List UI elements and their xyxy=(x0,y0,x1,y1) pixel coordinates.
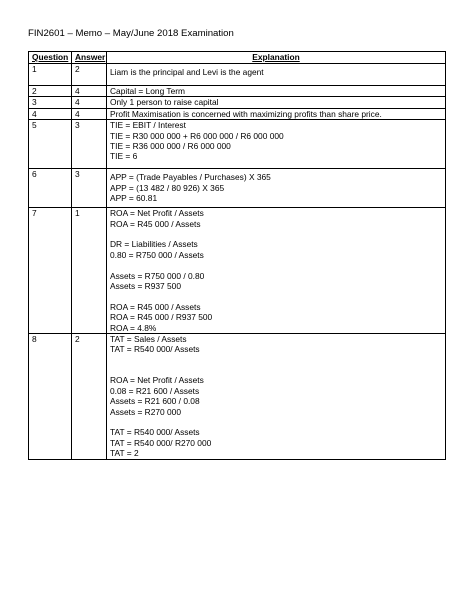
question-number-cell: 5 xyxy=(29,120,72,169)
question-number-cell: 1 xyxy=(29,64,72,86)
explanation-line: Assets = R270 000 xyxy=(110,406,181,417)
table-row xyxy=(29,97,446,108)
answer-cell: 3 xyxy=(72,169,107,208)
explanation-line xyxy=(110,355,442,365)
explanation-line: 0.08 = R21 600 / Assets xyxy=(110,385,200,396)
explanation-line: TAT = Sales / Assets xyxy=(110,333,187,344)
explanation-cell xyxy=(107,108,446,119)
explanation-cell xyxy=(107,169,446,208)
explanation-line: Assets = R21 600 / 0.08 xyxy=(110,396,200,407)
explanation-cell xyxy=(107,333,446,459)
explanation-line: TIE = R30 000 000 + R6 000 000 / R6 000 000 xyxy=(110,130,284,141)
explanation-line: TAT = R540 000/ Assets xyxy=(110,344,200,355)
explanation-line: APP = (13 482 / 80 926) X 365 xyxy=(110,182,225,193)
table-row xyxy=(29,120,446,169)
table-row xyxy=(29,333,446,459)
explanation-line xyxy=(110,260,442,270)
question-number-cell: 3 xyxy=(29,97,72,108)
explanation-line xyxy=(110,291,442,301)
explanation-cell xyxy=(107,120,446,169)
question-number-cell: 6 xyxy=(29,169,72,208)
explanation-line: Liam is the principal and Levi is the agent xyxy=(110,67,264,77)
table-body xyxy=(29,64,446,460)
question-number-cell: 2 xyxy=(29,86,72,97)
explanation-line: ROA = R45 000 / R937 500 xyxy=(110,312,213,323)
explanation-line: ROA = 4.8% xyxy=(110,322,157,333)
answer-column-header: Answer xyxy=(72,52,107,64)
question-number-cell: 7 xyxy=(29,208,72,334)
explanation-line xyxy=(110,417,442,427)
answer-cell: 1 xyxy=(72,208,107,334)
explanation-line xyxy=(110,365,442,375)
answer-cell: 3 xyxy=(72,120,107,169)
question-number-cell: 4 xyxy=(29,108,72,119)
table-row xyxy=(29,64,446,86)
explanation-line: ROA = Net Profit / Assets xyxy=(110,375,204,386)
table-header-row xyxy=(29,52,446,64)
explanation-line: ROA = Net Profit / Assets xyxy=(110,208,204,219)
explanation-line: Profit Maximisation is concerned with maximizing profits than share price. xyxy=(110,108,382,119)
explanation-line: Assets = R937 500 xyxy=(110,280,181,291)
explanation-line: Capital = Long Term xyxy=(110,86,186,96)
explanation-cell xyxy=(107,97,446,108)
table-row xyxy=(29,208,446,334)
explanation-line: 0.80 = R750 000 / Assets xyxy=(110,249,204,260)
explanation-line: TIE = 6 xyxy=(110,151,138,162)
explanation-cell xyxy=(107,86,446,97)
table-row xyxy=(29,108,446,119)
explanation-line: TAT = R540 000/ Assets xyxy=(110,427,200,438)
explanation-line: Assets = R750 000 / 0.80 xyxy=(110,270,205,281)
memo-table xyxy=(28,51,446,460)
explanation-line: TAT = 2 xyxy=(110,448,139,459)
explanation-cell xyxy=(107,208,446,334)
explanation-line: DR = Liabilities / Assets xyxy=(110,239,198,250)
explanation-line: APP = (Trade Payables / Purchases) X 365 xyxy=(110,172,271,183)
answer-cell: 4 xyxy=(72,86,107,97)
explanation-line: TIE = R36 000 000 / R6 000 000 xyxy=(110,141,231,151)
page-title: FIN2601 – Memo – May/June 2018 Examination xyxy=(28,28,234,39)
explanation-line: Only 1 person to raise capital xyxy=(110,97,219,108)
explanation-line: ROA = R45 000 / Assets xyxy=(110,218,201,229)
explanation-line xyxy=(110,229,442,239)
explanation-cell xyxy=(107,64,446,86)
table-row xyxy=(29,169,446,208)
explanation-line: TAT = R540 000/ R270 000 xyxy=(110,437,212,448)
answer-cell: 2 xyxy=(72,64,107,86)
explanation-line: TIE = EBIT / Interest xyxy=(110,120,186,131)
question-column-header: Question xyxy=(29,52,72,64)
explanation-line: ROA = R45 000 / Assets xyxy=(110,301,201,312)
table-row xyxy=(29,86,446,97)
answer-cell: 2 xyxy=(72,333,107,459)
answer-cell: 4 xyxy=(72,108,107,119)
explanation-line: APP = 60.81 xyxy=(110,193,158,203)
question-number-cell: 8 xyxy=(29,333,72,459)
explanation-column-header: Explanation xyxy=(107,52,446,64)
answer-cell: 4 xyxy=(72,97,107,108)
